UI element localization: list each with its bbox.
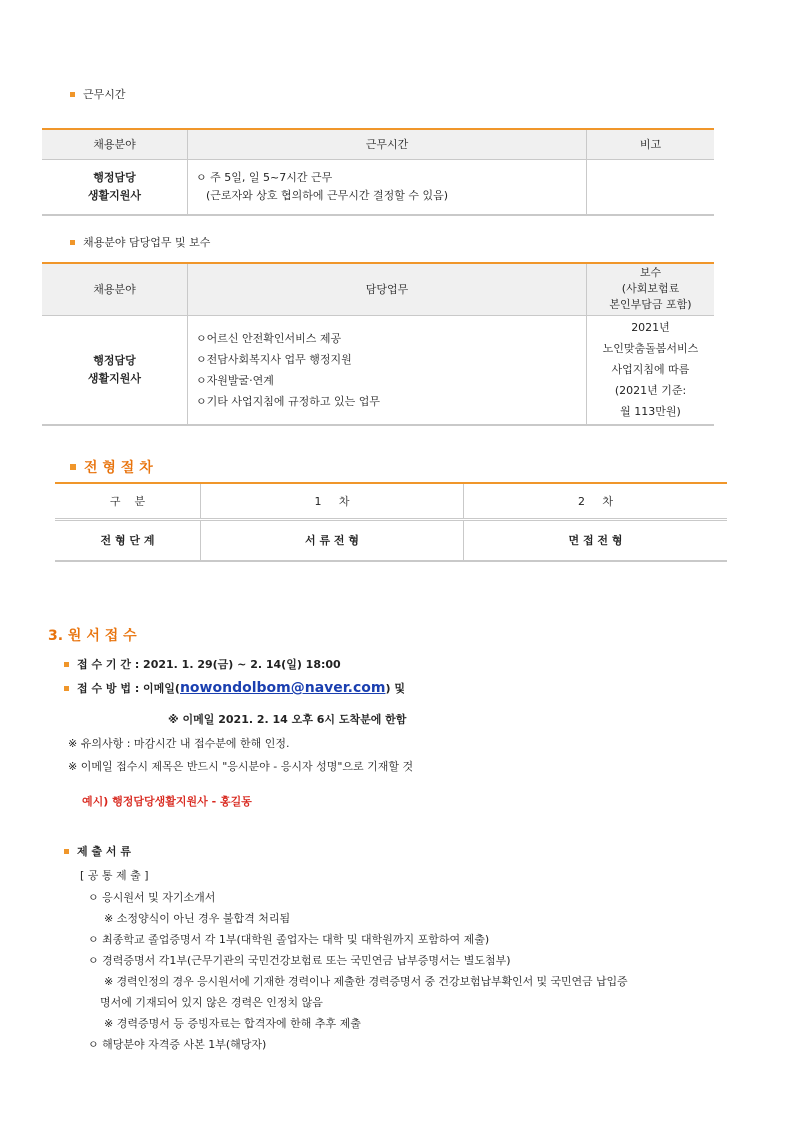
doc-line-certificate: ㅇ 해당분야 자격증 사본 1부(해당자) <box>88 1038 267 1051</box>
interview-cell: 면 접 전 형 <box>568 534 623 548</box>
selection-title: 전 형 절 차 <box>70 457 153 477</box>
header-field: 채용분야 <box>42 129 188 159</box>
header-category: 구 분 <box>55 483 201 519</box>
field-cell: 행정담당 생활지원사 <box>42 315 188 425</box>
stage-label-cell: 전 형 단 계 <box>55 519 201 561</box>
orange-square-bullet-icon <box>64 662 69 667</box>
document-screening-cell: 서 류 전 형 <box>201 519 464 561</box>
doc-line-evidence-note: ※ 경력증명서 등 증빙자료는 합격자에 한해 추후 제출 <box>104 1017 361 1030</box>
doc-line-form-note: ※ 소정양식이 아닌 경우 불합격 처리됨 <box>104 912 291 925</box>
doc-line-resume: ㅇ 응시원서 및 자기소개서 <box>88 891 216 904</box>
email-subject-example: 예시) 행정담당생활지원사 - 홍길동 <box>82 795 252 808</box>
selection-header-row <box>55 483 727 519</box>
email-link[interactable]: nowondolbom@naver.com <box>179 680 386 696</box>
duties-header-row <box>42 263 714 315</box>
hours-cell: ㅇ 주 5일, 일 5~7시간 근무 (근로자와 상호 협의하에 근무시간 결정할 수 있음) <box>188 159 587 215</box>
doc-line-career: ㅇ 경력증명서 각1부(근무기관의 국민건강보험료 또는 국민연금 납부증명서는 별도첨부) <box>88 954 511 967</box>
orange-square-bullet-icon <box>70 240 75 245</box>
orange-square-bullet-icon <box>64 686 69 691</box>
doc-line-career-note-cont: 명서에 기재되어 있지 않은 경력은 인정치 않음 <box>100 996 323 1009</box>
doc-line-graduation: ㅇ 최종학교 졸업증명서 각 1부(대학원 졸업자는 대학 및 대학원까지 포함하여 제출) <box>88 933 490 946</box>
header-duty: 담당업무 <box>188 263 587 315</box>
header-first-stage: 1 차 <box>201 483 464 519</box>
duties-cell: ㅇ어르신 안전확인서비스 제공 ㅇ전담사회복지사 업무 행정지원 ㅇ자원발굴·연계 ㅇ기타 사업지침에 규정하고 있는 업무 <box>188 315 587 425</box>
common-submission-label: [ 공 통 제 출 ] <box>80 869 149 882</box>
header-pay: 보수 (사회보험료 본인부담금 포함) <box>587 263 715 315</box>
work-hours-table <box>42 128 714 216</box>
selection-table <box>55 482 727 562</box>
field-cell: 행정담당 생활지원사 <box>42 159 188 215</box>
note-cell <box>587 159 715 215</box>
doc-line-career-note: ※ 경력인정의 경우 응시원서에 기재한 경력이나 제출한 경력증명서 중 건강보험납부확인서 및 국민연금 납입증 <box>104 975 628 988</box>
duties-section-label: 채용분야 담당업무 및 보수 <box>70 234 210 250</box>
header-second-stage: 2 차 <box>577 494 614 508</box>
table-row <box>55 519 727 561</box>
orange-square-bullet-icon <box>70 92 75 97</box>
table-row <box>42 159 714 215</box>
table-row <box>42 315 714 425</box>
application-period: 접 수 기 간 : 2021. 1. 29(금) ~ 2. 14(일) 18:00 <box>64 656 341 672</box>
header-hours: 근무시간 <box>188 129 587 159</box>
documents-title: 제 출 서 류 <box>64 843 131 859</box>
work-hours-section-label: 근무시간 <box>70 86 126 102</box>
duties-table <box>42 262 714 426</box>
application-title: 3. 원 서 접 수 <box>48 628 137 644</box>
header-note: 비고 <box>587 129 715 159</box>
work-hours-header-row <box>42 129 714 159</box>
orange-square-bullet-icon <box>64 849 69 854</box>
application-method: 접 수 방 법 : 이메일(nowondolbom@naver.com) 및 <box>64 680 405 696</box>
pay-cell: 2021년 노인맞춤돌봄서비스 사업지침에 따름 (2021년 기준: 월 113만원) <box>602 321 699 419</box>
notice-email-subject: ※ 이메일 접수시 제목은 반드시 "응시분야 - 응시자 성명"으로 기재할 것 <box>68 760 414 773</box>
notice-deadline: ※ 유의사항 : 마감시간 내 접수분에 한해 인정. <box>68 737 290 750</box>
orange-square-bullet-icon <box>70 464 76 470</box>
email-deadline-note: ※ 이메일 2021. 2. 14 오후 6시 도착분에 한함 <box>168 713 407 726</box>
header-field: 채용분야 <box>42 263 188 315</box>
